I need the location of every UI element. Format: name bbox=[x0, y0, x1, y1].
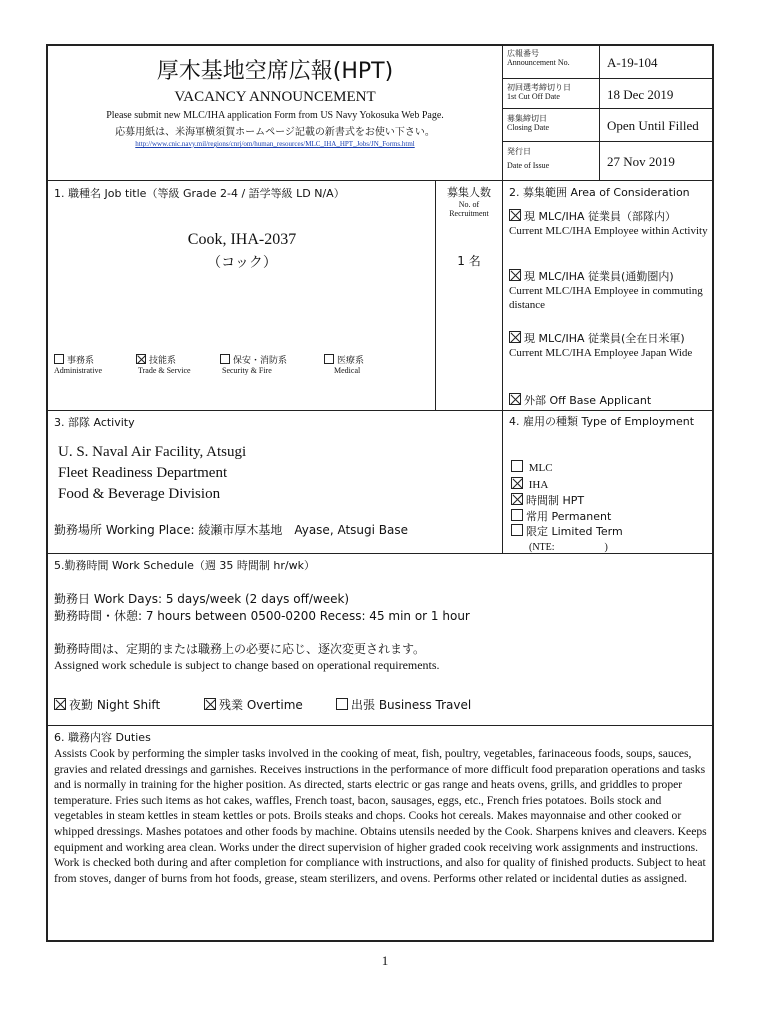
duties-text: Assists Cook by performing the simpler tasks involved in the cooking of meat, fish, poultry, vegetables, farinaceous foods, soups, sauces, gravies and related dressings and garnishes. Receives instructions in the performance of more difficult food preparation operations and tasks and is normally in training for the higher position. As directed, starts electric or gas range and heats ovens, grills, and griddles to proper temperature. Fries such items as hot cakes, waffles, French toast, bacon, sausages, eggs, etc., French fries potatoes. Boils stock and vegetables in steam kettles in steam kettles or pots. Broils steaks and chops. Cooks hot cereals. Makes mayonnaise and other cooked or whipped dressings. Mashes potatoes and other foods by machine. Obtains utensils needed by the Cook. Sharpens knives and cleavers. Keeps equipment and working area clean. Works under the direct supervision of higher graded cook receiving work assignments and instructions. Work is checked both during and after completion for compliance with instructions, and also for quality of finished products. Subject to heat from stoves, danger of burns from hot foods, grease, steam sterilizers, and ovens. Performs other related or incidental duties as assigned. bbox=[54, 747, 707, 885]
option-night-shift[interactable]: 夜勤 Night Shift bbox=[54, 696, 160, 713]
schedule-heading: 5.勤務時間 Work Schedule（週 35 時間制 hr/wk） bbox=[54, 559, 315, 572]
page-number: 1 bbox=[381, 953, 389, 968]
info-row-announcement: 広報番号 Announcement No. A-19-104 bbox=[503, 46, 714, 79]
employment-permanent[interactable]: 常用 Permanent bbox=[511, 509, 623, 525]
submit-note-en: Please submit new MLC/IHA application Form from US Navy Yokosuka Web Page. bbox=[106, 110, 444, 121]
info-row-issue: 発行日 Date of Issue 27 Nov 2019 bbox=[503, 142, 714, 181]
checked-box-icon[interactable] bbox=[509, 209, 521, 221]
job-title-jp: （コック） bbox=[207, 255, 277, 271]
work-hours: 勤務時間・休憩: 7 hours between 0500-0200 Recess: 45 min or 1 hour bbox=[54, 609, 470, 623]
activity-section bbox=[48, 411, 503, 554]
checked-box-icon[interactable] bbox=[509, 269, 521, 281]
nte-field: (NTE: ) bbox=[529, 541, 608, 553]
consideration-heading: 2. 募集範囲 Area of Consideration bbox=[509, 186, 690, 199]
info-row-cutoff: 初回選考締切り日 1st Cut Off Date 18 Dec 2019 bbox=[503, 79, 714, 109]
work-days: 勤務日 Work Days: 5 days/week (2 days off/week) bbox=[54, 592, 350, 606]
recruitment-section: 募集人数 No. of Recruitment 1 名 bbox=[436, 181, 503, 411]
checkbox-icon[interactable] bbox=[511, 460, 523, 472]
checked-box-icon[interactable] bbox=[509, 331, 521, 343]
employment-options bbox=[511, 460, 623, 555]
checked-box-icon[interactable] bbox=[509, 393, 521, 405]
category-trade-service[interactable]: 技能系 Trade & Service bbox=[138, 356, 191, 375]
checked-box-icon[interactable] bbox=[54, 698, 66, 710]
category-security-fire[interactable]: 保安・消防系 Security & Fire bbox=[222, 356, 288, 375]
info-row-closing: 募集締切日 Closing Date Open Until Filled bbox=[503, 109, 714, 142]
checked-box-icon[interactable] bbox=[204, 698, 216, 710]
forms-link[interactable]: http://www.cnic.navy.mil/regions/cnrj/om/human_resources/MLC_IHA_HPT_Jobs/JN_Forms.html bbox=[135, 140, 415, 148]
employment-mlc[interactable]: MLC bbox=[511, 460, 623, 477]
job-heading: 1. 職種名 Job title（等級 Grade 2-4 / 語学等級 LD N/A） bbox=[54, 187, 345, 200]
duties-heading: 6. 職務内容 Duties bbox=[54, 731, 151, 744]
checkbox-icon[interactable] bbox=[324, 354, 334, 364]
option-overtime[interactable]: 残業 Overtime bbox=[204, 696, 303, 713]
cutoff-date: 18 Dec 2019 bbox=[607, 87, 674, 102]
closing-date: Open Until Filled bbox=[607, 118, 699, 133]
announcement-no: A-19-104 bbox=[607, 55, 658, 70]
checked-box-icon[interactable] bbox=[136, 354, 146, 364]
job-title-section bbox=[48, 181, 436, 411]
checkbox-icon[interactable] bbox=[54, 354, 64, 364]
category-medical[interactable]: 医療系 Medical bbox=[324, 353, 364, 375]
working-place: 勤務場所 Working Place: 綾瀬市厚木基地 Ayase, Atsugi Base bbox=[54, 523, 408, 537]
recruitment-count: 1 名 bbox=[457, 254, 481, 268]
employment-heading: 4. 雇用の種類 Type of Employment bbox=[509, 415, 695, 428]
submit-note-jp: 応募用紙は、米海軍横須賀ホームページ記載の新書式をお使い下さい。 bbox=[115, 127, 435, 138]
job-title: Cook, IHA-2037 bbox=[187, 231, 297, 248]
title-jp: 厚木基地空席広報(HPT) bbox=[156, 59, 394, 84]
duties-section bbox=[48, 726, 714, 940]
activity-heading: 3. 部隊 Activity bbox=[54, 416, 135, 429]
employment-limited[interactable]: 限定 Limited Term bbox=[511, 524, 623, 540]
employment-section bbox=[503, 411, 714, 554]
checkbox-icon[interactable] bbox=[220, 354, 230, 364]
title-en: VACANCY ANNOUNCEMENT bbox=[174, 89, 376, 105]
schedule-section bbox=[48, 554, 714, 726]
option-business-travel[interactable]: 出張 Business Travel bbox=[336, 696, 471, 713]
header-block bbox=[48, 46, 503, 181]
employment-hpt[interactable]: 時間制 HPT bbox=[511, 493, 623, 509]
schedule-note-jp: 勤務時間は、定期的または職務上の必要に応じ、逐次変更されます。 bbox=[54, 642, 426, 656]
consideration-item-commuting[interactable]: 現 MLC/IHA 従業員(通勤圏内) Current MLC/IHA Employee in commuting distance bbox=[509, 270, 703, 311]
consideration-item-off-base[interactable]: 外部 Off Base Applicant bbox=[509, 392, 651, 408]
checkbox-icon[interactable] bbox=[336, 698, 348, 710]
consideration-section bbox=[503, 181, 714, 411]
schedule-note-en: Assigned work schedule is subject to change based on operational requirements. bbox=[54, 658, 440, 672]
consideration-item-japan-wide[interactable]: 現 MLC/IHA 従業員(全在日米軍) Current MLC/IHA Employee Japan Wide bbox=[509, 332, 693, 359]
checkbox-icon[interactable] bbox=[511, 509, 523, 521]
category-administrative[interactable]: 事務系 Administrative bbox=[54, 356, 102, 375]
issue-date: 27 Nov 2019 bbox=[607, 154, 675, 169]
checked-box-icon[interactable] bbox=[511, 477, 523, 489]
checkbox-icon[interactable] bbox=[511, 524, 523, 536]
checked-box-icon[interactable] bbox=[511, 493, 523, 505]
employment-iha[interactable]: IHA bbox=[511, 477, 623, 494]
activity-lines: U. S. Naval Air Facility, Atsugi Fleet Readiness Department Food & Beverage Division bbox=[58, 444, 247, 502]
consideration-item-activity[interactable]: 現 MLC/IHA 従業員（部隊内） Current MLC/IHA Employee within Activity bbox=[509, 210, 708, 237]
announcement-form bbox=[46, 44, 714, 942]
